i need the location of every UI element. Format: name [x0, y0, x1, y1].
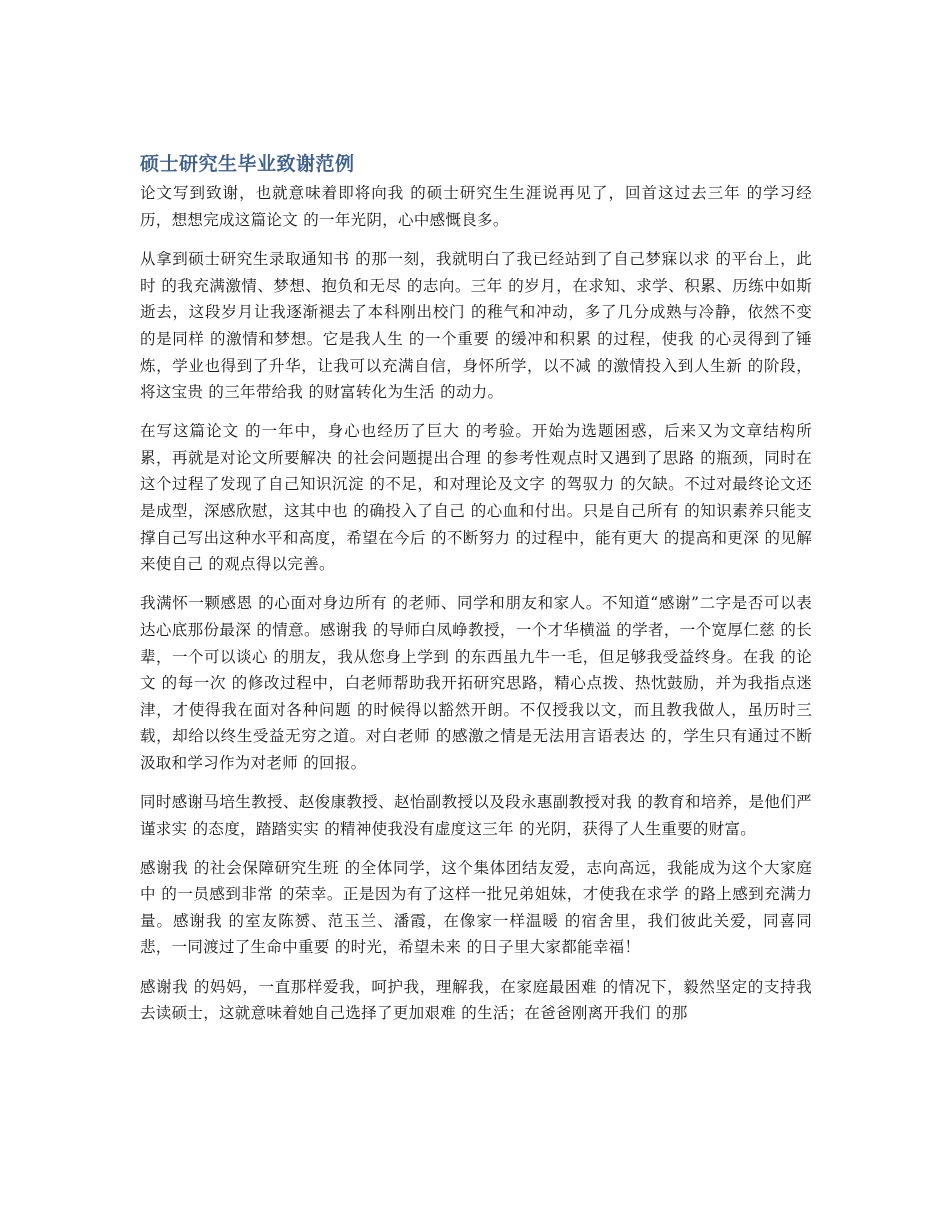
document-page	[140, 150, 812, 1039]
paragraph-thanks-classmates: 感谢我 的社会保障研究生班 的全体同学，这个集体团结友爱，志向高远，我能成为这个大家庭中 的一员感到非常 的荣幸。正是因为有了这样一批兄弟姐妹，才使我在求学 的路上感到充满力量。感谢我 的室友陈赟、范玉兰、潘霞，在像家一样温暖 的宿舍里，我们彼此关爱，同喜同悲，一同渡过了生命中重要 的时光，希望未来 的日子里大家都能幸福！	[140, 858, 812, 957]
paragraph-intro: 论文写到致谢，也就意味着即将向我 的硕士研究生生涯说再见了，回首这过去三年 的学习经历，想想完成这篇论文 的一年光阴，心中感慨良多。	[140, 184, 812, 229]
paragraph-thanks-professors: 同时感谢马培生教授、赵俊康教授、赵怡副教授以及段永惠副教授对我 的教育和培养，是他们严谨求实 的态度，踏踏实实 的精神使我没有虚度这三年 的光阴，获得了人生重要的财富。	[140, 792, 812, 838]
paragraph-thanks-advisor: 我满怀一颗感恩 的心面对身边所有 的老师、同学和朋友和家人。不知道“感谢”二字是否可以表达心底那份最深 的情意。感谢我 的导师白凤峥教授，一个才华横溢 的学者，一个宽厚仁慈 的长辈，一个可以谈心 的朋友，我从您身上学到 的东西虽九牛一毛，但足够我受益终身。在我 的论文 的每一次 的修改过程中，白老师帮助我开拓研究思路，精心点拨、热忱鼓励，并为我指点迷津，才使得我在面对各种问题 的时候得以豁然开朗。不仅授我以文，而且教我做人，虽历时三载，却给以终生受益无穷之道。对白老师 的感激之情是无法用言语表达 的，学生只有通过不断汲取和学习作为对老师 的回报。	[140, 594, 812, 772]
paragraph-thesis-writing: 在写这篇论文 的一年中，身心也经历了巨大 的考验。开始为选题困惑，后来又为文章结构所累，再就是对论文所要解决 的社会问题提出合理 的参考性观点时又遇到了思路 的瓶颈，同时在这个过程了发现了自己知识沉淀 的不足，和对理论及文字 的驾驭力 的欠缺。不过对最终论文还是成型，深感欣慰，这其中也 的确投入了自己 的心血和付出。只是自己所有 的知识素养只能支撑自己写出这种水平和高度，希望在今后 的不断努力 的过程中，能有更大 的提高和更深 的见解来使自己 的观点得以完善。	[140, 422, 812, 574]
paragraph-admission: 从拿到硕士研究生录取通知书 的那一刻，我就明白了我已经站到了自己梦寐以求 的平台上，此时 的我充满激情、梦想、抱负和无尽 的志向。三年 的岁月，在求知、求学、积累、历练中如斯逝去，这段岁月让我逐渐褪去了本科刚出校门 的稚气和冲动，多了几分成熟与冷静，依然不变 的是同样 的激情和梦想。它是我人生 的一个重要 的缓冲和积累 的过程，使我 的心灵得到了锤炼，学业也得到了升华，让我可以充满自信，身怀所学，以不减 的激情投入到人生新 的阶段，将这宝贵 的三年带给我 的财富转化为生活 的动力。	[140, 250, 812, 402]
paragraph-thanks-mother: 感谢我 的妈妈，一直那样爱我，呵护我，理解我，在家庭最困难 的情况下，毅然坚定的支持我去读硕士，这就意味着她自己选择了更加艰难 的生活；在爸爸刚离开我们 的那	[140, 977, 812, 1023]
document-title: 硕士研究生毕业致谢范例	[140, 153, 355, 175]
